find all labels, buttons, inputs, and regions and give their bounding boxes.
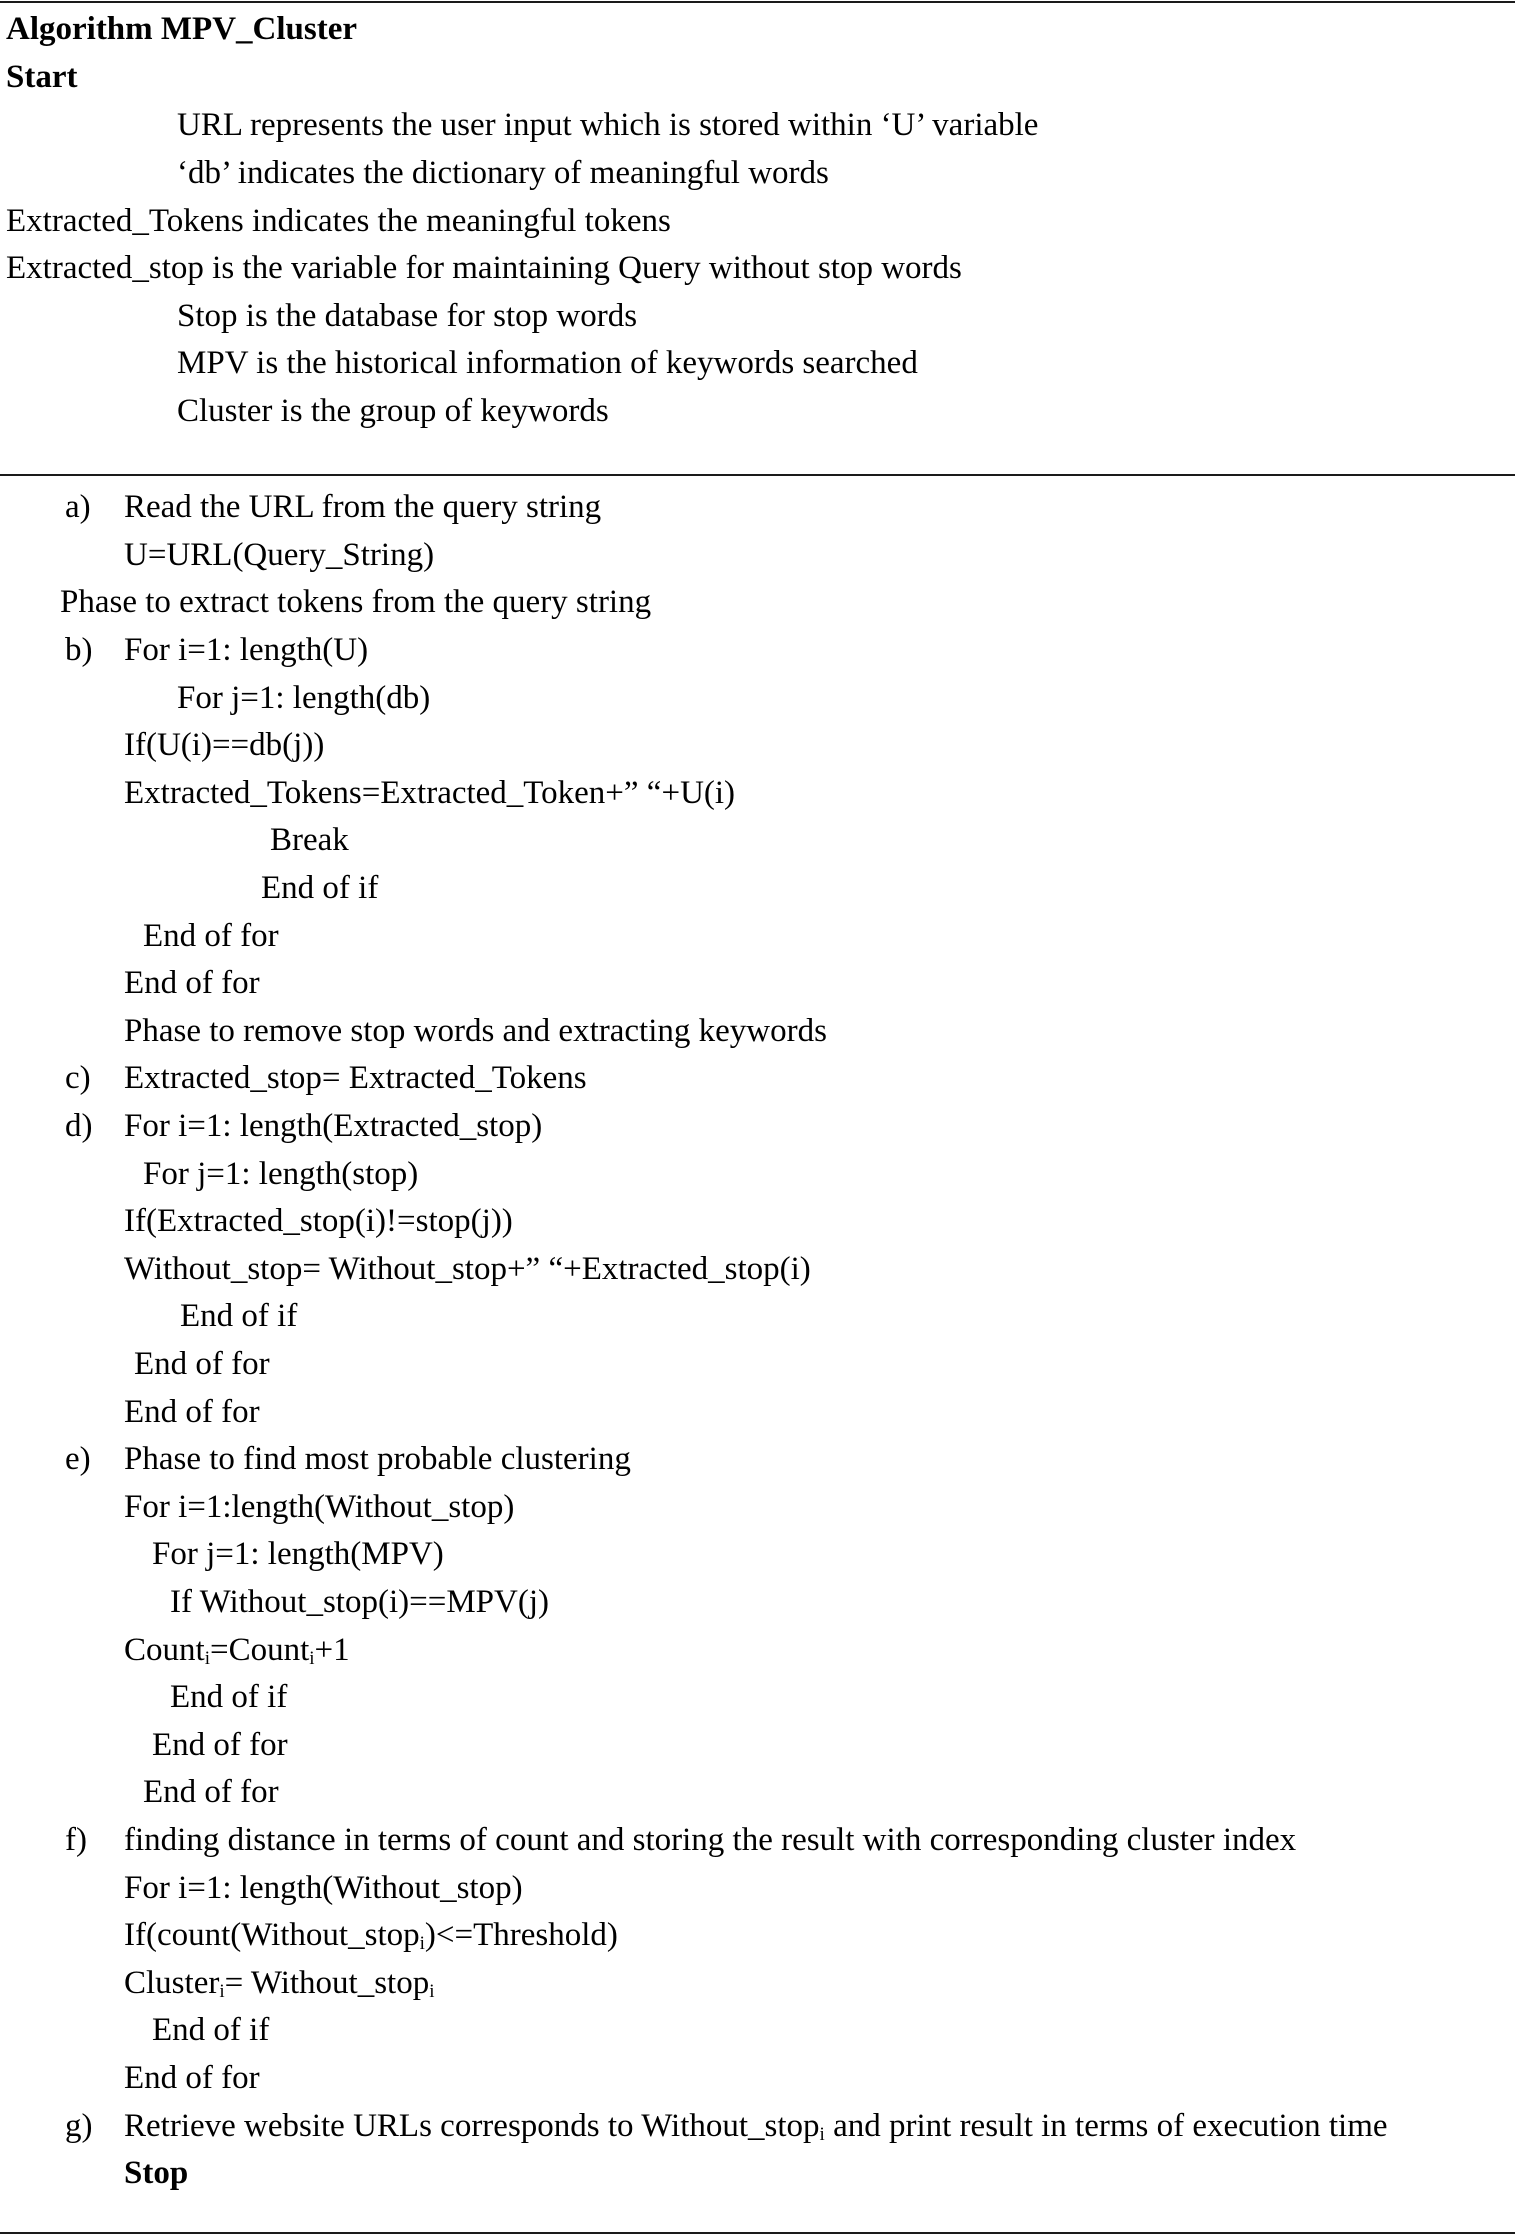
- code-line: If Without_stop(i)==MPV(j): [170, 1584, 550, 1620]
- step-label-e: e): [65, 1441, 91, 1477]
- subscript-i: i: [204, 1648, 210, 1669]
- code-line: U=URL(Query_String): [124, 537, 435, 573]
- threshold-cond-b: )<=Threshold): [424, 1917, 618, 1953]
- count-increment-line: [124, 1630, 350, 1670]
- phase-line: Phase to extract tokens from the query string: [60, 584, 652, 620]
- subscript-i: i: [219, 1981, 225, 2002]
- code-line: End of for: [124, 2060, 260, 2096]
- definition-line: URL represents the user input which is stored within ‘U’ variable: [177, 107, 1039, 143]
- step-a-text: Read the URL from the query string: [124, 489, 602, 525]
- step-label-f: f): [65, 1822, 87, 1858]
- code-line: End of for: [143, 1774, 279, 1810]
- count-eq: =Count: [209, 1632, 310, 1668]
- code-line: End of for: [124, 1394, 260, 1430]
- definition-line: Stop is the database for stop words: [177, 298, 638, 334]
- step-label-a: a): [65, 489, 91, 525]
- step-label-g: g): [65, 2108, 93, 2144]
- top-rule: [0, 1, 1515, 3]
- count-plus: +1: [314, 1632, 350, 1668]
- code-line: For j=1: length(stop): [143, 1156, 419, 1192]
- start-keyword: Start: [6, 59, 78, 95]
- step-label-b: b): [65, 632, 93, 668]
- definition-line: Cluster is the group of keywords: [177, 393, 609, 429]
- code-line: Extracted_Tokens=Extracted_Token+” “+U(i): [124, 775, 736, 811]
- code-line: End of if: [152, 2012, 270, 2048]
- code-line: End of if: [170, 1679, 288, 1715]
- step-d-text: For i=1: length(Extracted_stop): [124, 1108, 543, 1144]
- step-g-text-b: and print result in terms of execution time: [824, 2108, 1388, 2144]
- code-line: End of for: [143, 918, 279, 954]
- step-c-text: Extracted_stop= Extracted_Tokens: [124, 1060, 587, 1096]
- threshold-cond-a: If(count(Without_stop: [124, 1917, 420, 1953]
- threshold-condition-line: [124, 1915, 618, 1955]
- step-label-c: c): [65, 1060, 91, 1096]
- code-line: End of if: [261, 870, 379, 906]
- code-line: Break: [270, 822, 349, 858]
- cluster-assign: = Without_stop: [224, 1965, 430, 2001]
- cluster-assign-line: [124, 1963, 435, 2003]
- step-b-text: For i=1: length(U): [124, 632, 369, 668]
- code-line: End of for: [124, 965, 260, 1001]
- code-line: If(Extracted_stop(i)!=stop(j)): [124, 1203, 513, 1239]
- step-label-d: d): [65, 1108, 93, 1144]
- count-var: Count: [124, 1632, 205, 1668]
- subscript-i: i: [819, 2124, 825, 2145]
- step-g-text-a: Retrieve website URLs corresponds to Without_stop: [124, 2108, 820, 2144]
- code-line: For i=1:length(Without_stop): [124, 1489, 515, 1525]
- code-line: If(U(i)==db(j)): [124, 727, 325, 763]
- code-line: Without_stop= Without_stop+” “+Extracted_stop(i): [124, 1251, 811, 1287]
- definition-line: Extracted_stop is the variable for maintaining Query without stop words: [6, 250, 962, 286]
- cluster-var: Cluster: [124, 1965, 220, 2001]
- subscript-i: i: [429, 1981, 435, 2002]
- code-line: For j=1: length(MPV): [152, 1536, 444, 1572]
- code-line: End of for: [134, 1346, 270, 1382]
- subscript-i: i: [419, 1933, 425, 1954]
- bottom-rule: [0, 2232, 1515, 2234]
- definition-line: MPV is the historical information of keywords searched: [177, 345, 918, 381]
- phase-line: Phase to remove stop words and extracting keywords: [124, 1013, 827, 1049]
- code-line: For i=1: length(Without_stop): [124, 1870, 523, 1906]
- definition-line: Extracted_Tokens indicates the meaningful tokens: [6, 203, 671, 239]
- step-g-text: [124, 2106, 1388, 2146]
- stop-keyword: Stop: [124, 2155, 189, 2191]
- step-f-text: finding distance in terms of count and storing the result with corresponding cluster index: [124, 1822, 1297, 1858]
- code-line: End of if: [180, 1298, 298, 1334]
- definition-line: ‘db’ indicates the dictionary of meaningful words: [177, 155, 829, 191]
- algorithm-title: Algorithm MPV_Cluster: [6, 11, 358, 47]
- header-divider-rule: [0, 474, 1515, 476]
- code-line: For j=1: length(db): [177, 680, 431, 716]
- step-e-text: Phase to find most probable clustering: [124, 1441, 631, 1477]
- code-line: End of for: [152, 1727, 288, 1763]
- subscript-i: i: [309, 1648, 315, 1669]
